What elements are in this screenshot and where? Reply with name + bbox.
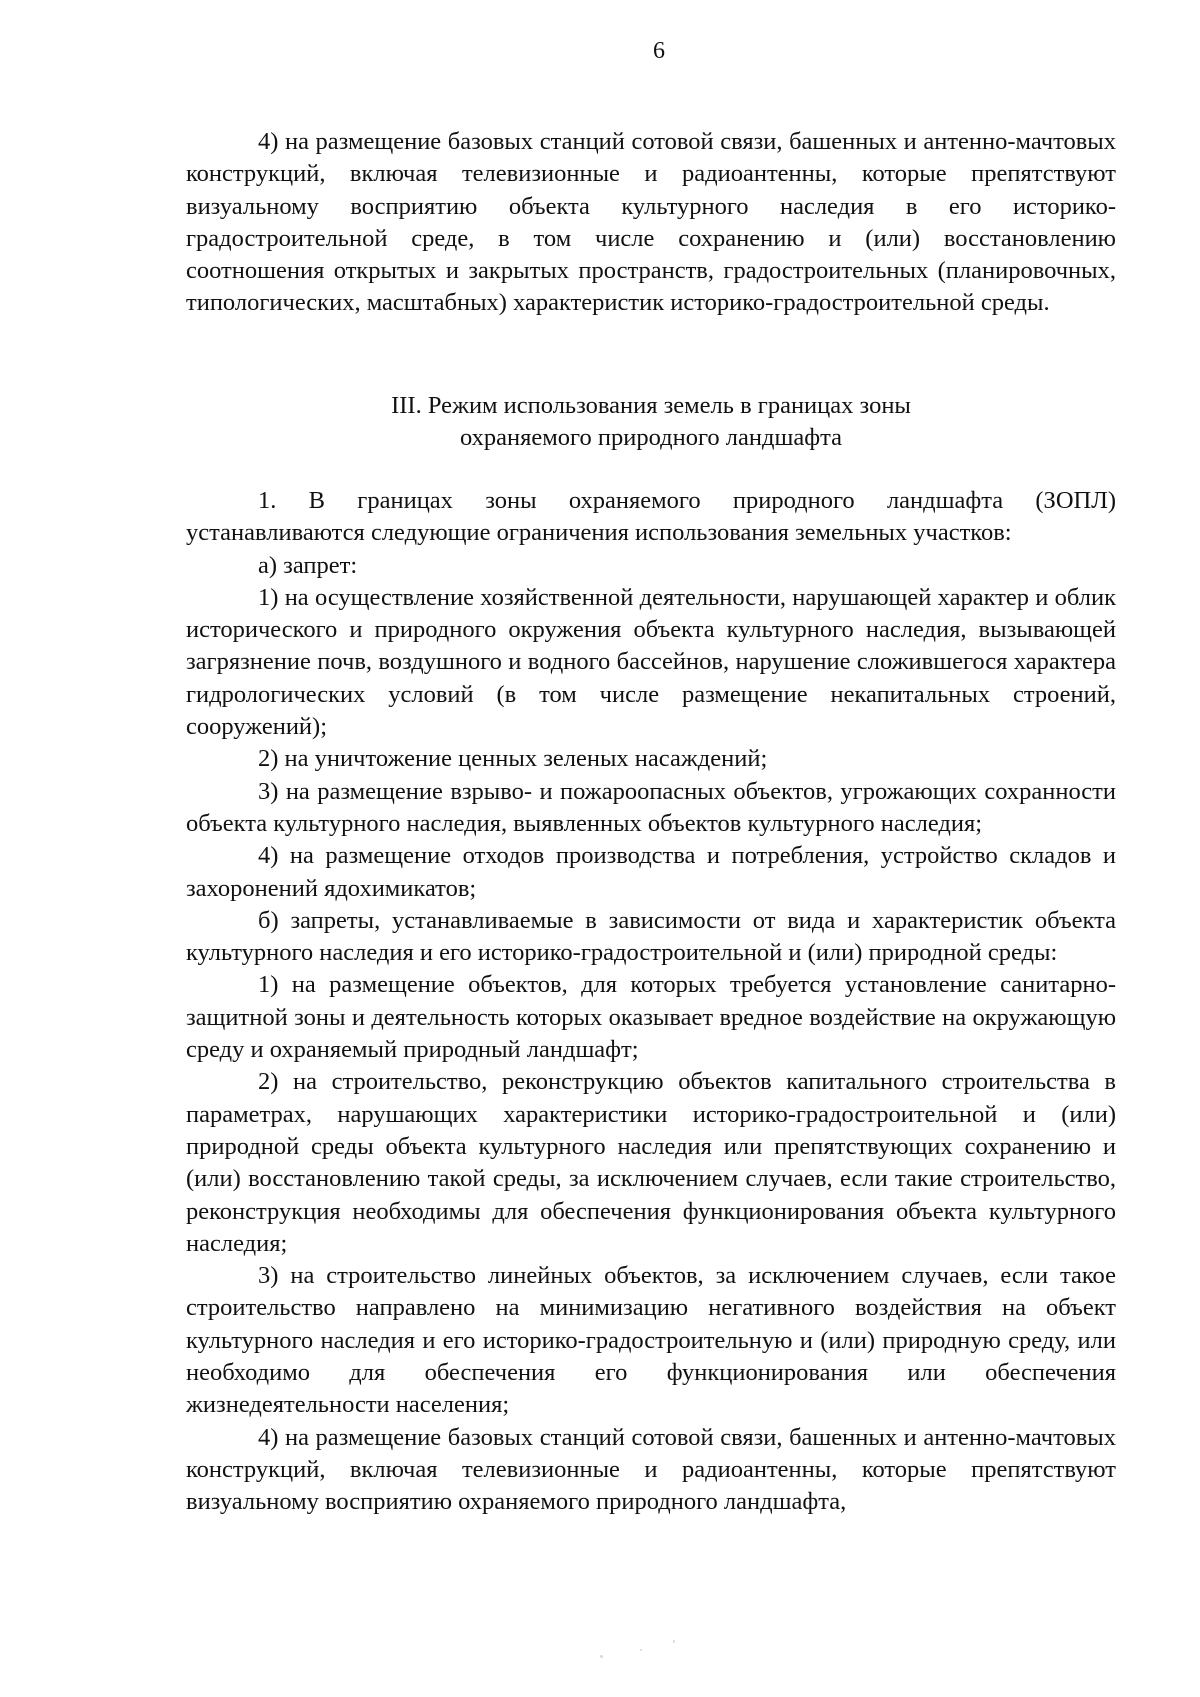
intro-paragraph: 4) на размещение базовых станций сотовой связи, башенных и антенно-мачтовых конструкций, включая телевизионные и радиоантенны, которые препятствуют визуальному восприятию объекта культурного наследия в его историко-градостроительной среде, в том числе сохранению и (или) восстановлению соотношения открытых и закрытых пространств, градостроительных (планировочных, типологических, масштабных) характеристик историко-градостроительной среды. <box>186 128 1116 317</box>
paragraph-b-item-1: 1) на размещение объектов, для которых требуется установление санитарно-защитной зоны и деятельность которых оказывает вредное воздействие на окружающую среду и охраняемый природный ландшафт; <box>186 971 1116 1064</box>
paragraph-a-item-2: 2) на уничтожение ценных зеленых насаждений; <box>258 745 768 773</box>
paragraph-a-item-4: 4) на размещение отходов производства и потребления, устройство складов и захоронений ядохимикатов; <box>186 842 1116 902</box>
section-heading-line-2: охраняемого природного ландшафта <box>460 424 842 452</box>
section-heading <box>186 390 1116 455</box>
section-body <box>186 485 1116 1519</box>
paragraph-zopl-intro: 1. В границах зоны охраняемого природного ландшафта (ЗОПЛ) устанавливаются следующие ограничения использования земельных участков: <box>186 487 1116 547</box>
section-heading-line-1: III. Режим использования земель в границах зоны <box>391 392 911 419</box>
paragraph-b-item-3: 3) на строительство линейных объектов, за исключением случаев, если такое строительство направлено на минимизацию негативного воздействия на объект культурного наследия и его историко-градостроительную и (или) природную среду, или необходимо для обеспечения его функционирования или обеспечения жизнедеятельности населения; <box>186 1262 1116 1419</box>
paragraph-b-heading: б) запреты, устанавливаемые в зависимости от вида и характеристик объекта культурного наследия и его историко-градостроительной и (или) природной среды: <box>186 906 1116 967</box>
paragraph-a-item-3: 3) на размещение взрыво- и пожароопасных объектов, угрожающих сохранности объекта культурного наследия, выявленных объектов культурного наследия; <box>186 777 1116 837</box>
scan-artifact <box>600 1655 603 1658</box>
paragraph-b-item-4: 4) на размещение базовых станций сотовой связи, башенных и антенно-мачтовых конструкций, включая телевизионные и радиоантенны, которые препятствуют визуальному восприятию охраняемого природного ландшафта, <box>186 1423 1116 1516</box>
paragraph-b-item-2: 2) на строительство, реконструкцию объектов капитального строительства в параметрах, нарушающих характеристики историко-градостроительной и (или) природной среды объекта культурного наследия или препятствующих сохранению и (или) восстановлению такой среды, за исключением случаев, если такие строительство, реконструкция необходимы для обеспечения функционирования объекта культурного наследия; <box>186 1068 1116 1257</box>
paragraph-a-heading: а) запрет: <box>258 551 358 579</box>
intro-block <box>186 126 1116 320</box>
paragraph-a-item-1: 1) на осуществление хозяйственной деятельности, нарушающей характер и облик исторического и природного окружения объекта культурного наследия, вызывающей загрязнение почв, воздушного и водного бассейнов, нарушение сложившегося характера гидрологических условий (в том числе размещение некапитальных строений, сооружений); <box>186 583 1116 741</box>
scan-artifact <box>640 1649 642 1651</box>
page-number: 6 <box>653 38 665 64</box>
scan-artifact <box>673 1640 675 1643</box>
